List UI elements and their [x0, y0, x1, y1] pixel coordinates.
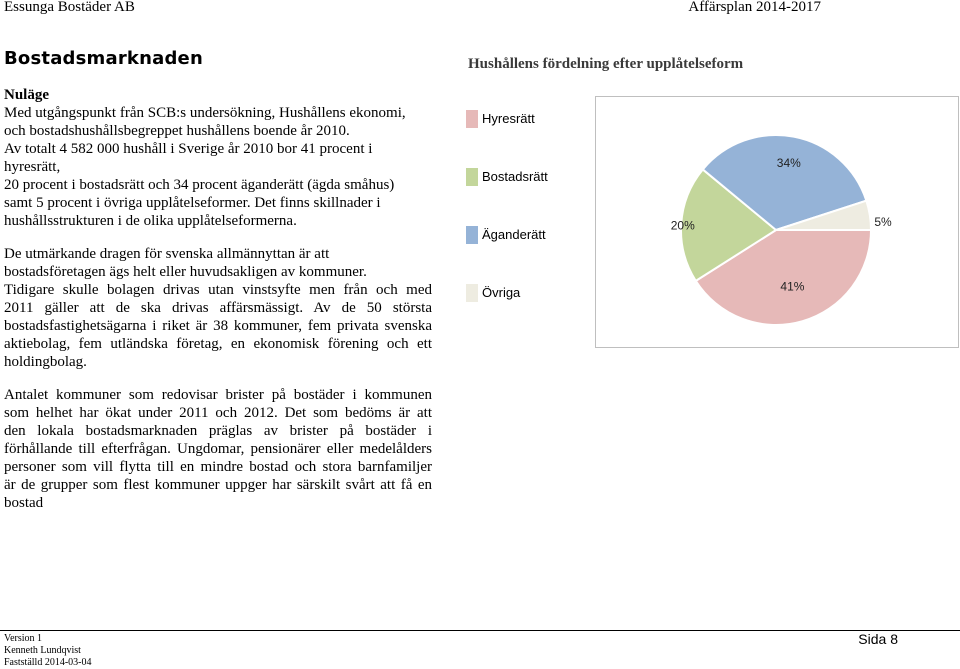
- current-state-line: 20 procent i bostadsrätt och 34 procent äganderätt (ägda småhus): [4, 177, 395, 193]
- legend-swatch: [466, 168, 478, 186]
- paragraph-line: bostadsfastighetsägarna i riket är 38 kommuner, fem privata svenska: [4, 318, 432, 334]
- footer-established: Fastställd 2014-03-04: [4, 657, 92, 668]
- current-state-line: hushållsstrukturen i de olika upplåtelseformerna.: [4, 213, 297, 229]
- legend-swatch: [466, 284, 478, 302]
- pie-chart: [596, 97, 958, 347]
- current-state-heading: Nuläge: [4, 87, 49, 103]
- paragraph-line: som helhet har ökat under 2011 och 2012. Det som bedöms är att: [4, 405, 432, 421]
- pie-label-äganderätt: 34%: [776, 155, 801, 170]
- paragraph-line: bostadsföretagen ägs helt eller huvudsakligen av kommuner.: [4, 264, 367, 280]
- page-number: Sida 8: [858, 631, 898, 647]
- paragraph-line: Tidigare skulle bolagen drivas utan vinstsyfte men från och med: [4, 282, 432, 298]
- section-title: Bostadsmarknaden: [4, 48, 203, 69]
- legend-label: Hyresrätt: [482, 111, 535, 126]
- chart-title: Hushållens fördelning efter upplåtelseform: [468, 56, 744, 72]
- paragraph-line: De utmärkande dragen för svenska allmännyttan är att: [4, 246, 330, 262]
- paragraph-line: bostad: [4, 495, 44, 511]
- paragraph-line: personer som vill flytta till en mindre bostad och stora barnfamiljer: [4, 459, 432, 475]
- legend-label: Bostadsrätt: [482, 169, 548, 184]
- paragraph-line: aktiebolag, fem utländska företag, en ekonomisk förening och ett: [4, 336, 432, 352]
- legend-label: Äganderätt: [482, 227, 546, 242]
- legend-label: Övriga: [482, 285, 521, 300]
- paragraph-line: den lokala bostadsmarknaden präglas av brister på bostäder i: [4, 423, 432, 439]
- header-plan: Affärsplan 2014-2017: [688, 0, 821, 15]
- housing-shortage-paragraph: [4, 386, 432, 512]
- legend-swatch: [466, 226, 478, 244]
- current-state-line: Med utgångspunkt från SCB:s undersökning, Hushållens ekonomi,: [4, 105, 406, 121]
- footer-meta: [4, 633, 92, 669]
- paragraph-line: 2011 gäller att de ska drivas affärsmässigt. Av de 50 största: [4, 300, 432, 316]
- paragraph-line: förhållande till efterfrågan. Ungdomar, pensionärer eller medelålders: [4, 441, 432, 457]
- pie-chart-frame: [595, 96, 959, 348]
- current-state-line: Av totalt 4 582 000 hushåll i Sverige år 2010 bor 41 procent i: [4, 141, 373, 157]
- paragraph-line: holdingbolag.: [4, 354, 87, 370]
- pie-label-övriga: 5%: [874, 215, 892, 229]
- pie-label-hyresrätt: 41%: [780, 279, 805, 294]
- public-housing-paragraph: [4, 245, 432, 371]
- footer-author: Kenneth Lundqvist: [4, 645, 81, 656]
- current-state-line: samt 5 procent i övriga upplåtelseformer. Det finns skillnader i: [4, 195, 381, 211]
- header-company: Essunga Bostäder AB: [4, 0, 135, 15]
- footer-version: Version 1: [4, 633, 43, 644]
- current-state-line: och bostadshushållsbegreppet hushållens boende år 2010.: [4, 123, 350, 139]
- current-state-line: hyresrätt,: [4, 159, 61, 175]
- current-state-block: [4, 86, 432, 230]
- pie-label-bostadsrätt: 20%: [670, 218, 695, 233]
- footer-divider: [0, 630, 960, 631]
- paragraph-line: Antalet kommuner som redovisar brister på bostäder i kommunen: [4, 387, 432, 403]
- legend-swatch: [466, 110, 478, 128]
- paragraph-line: är de grupper som flest kommuner uppger har särskilt svårt att få en: [4, 477, 432, 493]
